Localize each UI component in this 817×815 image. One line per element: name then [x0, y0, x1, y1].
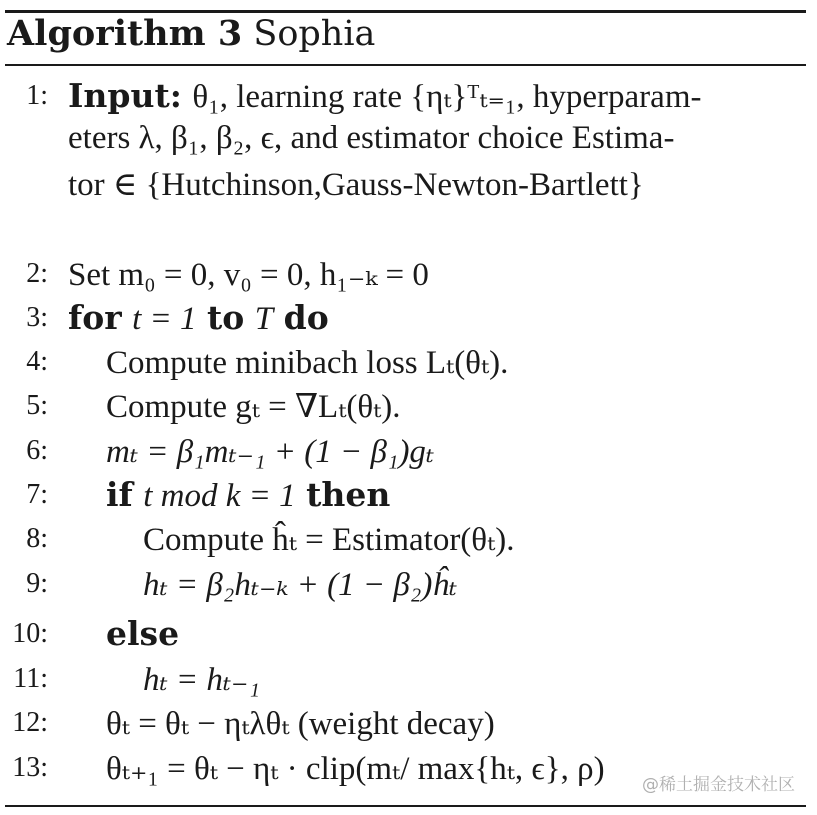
- line-content: Set m₀ = 0, v₀ = 0, h₁₋ₖ = 0: [68, 257, 429, 293]
- line-content: Compute ĥₜ = Estimator(θₜ).: [143, 522, 515, 558]
- algorithm-title: [7, 13, 375, 54]
- algorithm-label: Algorithm 3: [7, 13, 243, 54]
- line-number: 11:: [13, 663, 48, 694]
- if-keyword: if: [106, 475, 133, 514]
- line-content: [68, 298, 329, 338]
- line-content: Compute gₜ = ∇Lₜ(θₜ).: [106, 389, 401, 425]
- do-keyword: do: [283, 298, 329, 337]
- input-keyword: Input:: [68, 76, 182, 115]
- line-number: 1:: [26, 80, 48, 111]
- for-keyword: for: [68, 298, 122, 337]
- line-number: 5:: [26, 390, 48, 421]
- line-content: θₜ = θₜ − ηₜλθₜ (weight decay): [106, 706, 495, 742]
- to-keyword: to: [207, 298, 245, 337]
- line-number: 6:: [26, 435, 48, 466]
- line-content: θₜ₊₁ = θₜ − ηₜ · clip(mₜ/ max{hₜ, ϵ}, ρ): [106, 751, 605, 787]
- line-number: 9:: [26, 568, 48, 599]
- line-number: 3:: [26, 302, 48, 333]
- line-number: 8:: [26, 523, 48, 554]
- line-content: hₜ = hₜ₋₁: [143, 662, 260, 698]
- bottom-rule: [5, 805, 806, 807]
- line-number: 10:: [12, 618, 48, 649]
- loop-limit: T: [254, 301, 274, 337]
- title-rule: [5, 64, 806, 66]
- line-number: 2:: [26, 258, 48, 289]
- line-number: 7:: [26, 479, 48, 510]
- line-content: Compute minibach loss Lₜ(θₜ).: [106, 345, 509, 381]
- else-keyword: else: [106, 614, 180, 653]
- line-content: tor ∈ {Hutchinson,Gauss-Newton-Bartlett}: [68, 167, 644, 203]
- watermark: @稀土掘金技术社区: [642, 775, 795, 795]
- algorithm-name: Sophia: [253, 14, 376, 54]
- input-text: θ₁, learning rate {ηₜ}ᵀₜ₌₁, hyperparam-: [192, 79, 702, 115]
- line-number: 13:: [12, 752, 48, 783]
- line-content: mₜ = β₁mₜ₋₁ + (1 − β₁)gₜ: [106, 434, 435, 470]
- line-content: [68, 76, 701, 116]
- line-number: 4:: [26, 346, 48, 377]
- line-content: [106, 475, 390, 515]
- line-number: 12:: [12, 707, 48, 738]
- if-condition: t mod k = 1: [143, 478, 296, 514]
- line-content: hₜ = β₂hₜ₋ₖ + (1 − β₂)ĥₜ: [143, 567, 457, 603]
- line-content: eters λ, β₁, β₂, ϵ, and estimator choice Estima-: [68, 120, 675, 156]
- then-keyword: then: [306, 475, 391, 514]
- loop-init: t = 1: [132, 301, 197, 337]
